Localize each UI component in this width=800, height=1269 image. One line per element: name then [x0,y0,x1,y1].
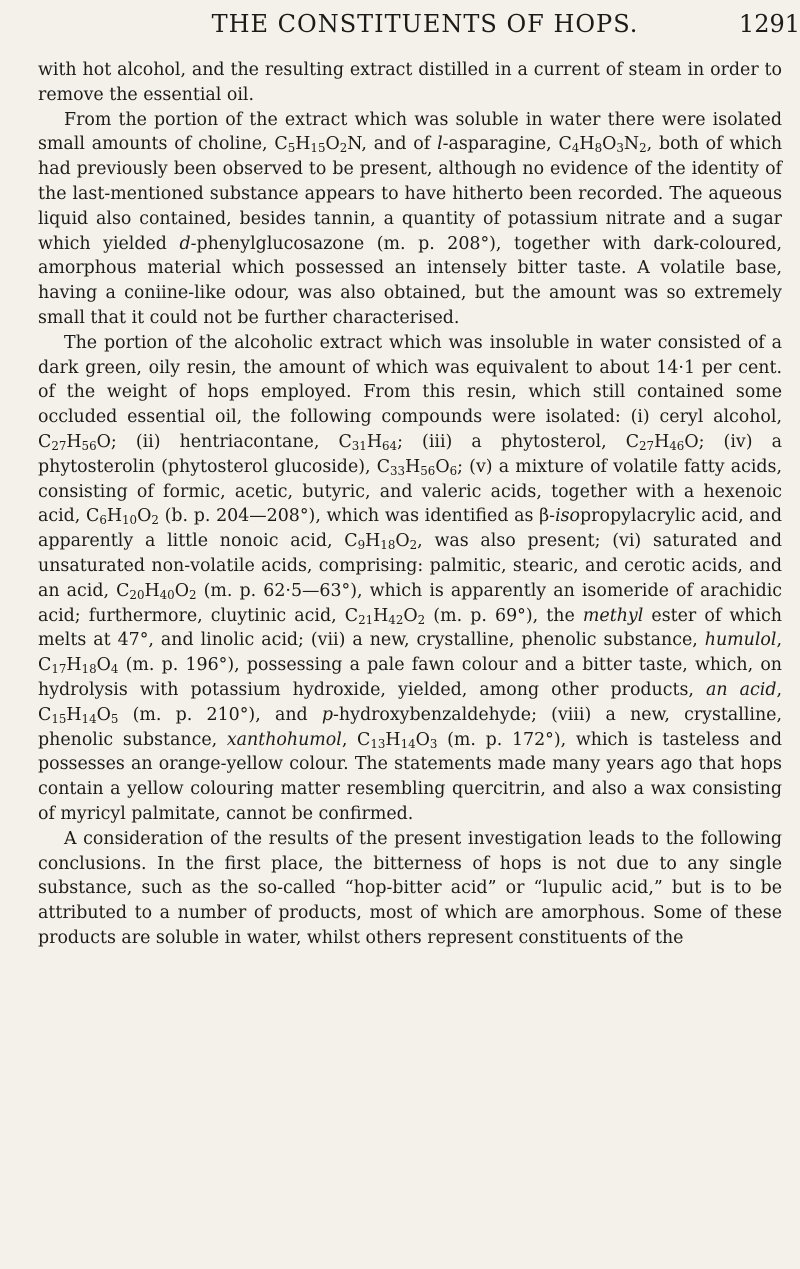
body-text [38,58,782,951]
paragraph: The portion of the alcoholic extract which was insoluble in water consisted of a dark green, oily resin, the amount of which was equivalent to about 14·1 per cent. of the weight of hops employed. From this resin, which still contained some occluded essential oil, the following compounds were isolated: (i) ceryl alcohol, $C_{27}H_{56}O$; (ii) hentriacontane, $C_{31}H_{64}$; (iii) a phytosterol, $C_{27}H_{46}O$; (iv) a phytosterolin (phytosterol glucoside), $C_{33}H_{56}O_6$; (v) a mixture of volatile fatty acids, consisting of formic, acetic, butyric, and valeric acids, together with a hexenoic acid, $C_6H_{10}O_2$ (b. p. 204—208°), which was identified as β-isopropylacrylic acid, and apparently a little nonoic acid, $C_9H_{18}O_2$, was also present; (vi) saturated and unsaturated non-volatile acids, comprising: palmitic, stearic, and cerotic acids, and an acid, $C_{20}H_{40}O_2$ (m. p. 62·5—63°), which is apparently an isomeride of arachidic acid; furthermore, cluytinic acid, $C_{21}H_{42}O_2$ (m. p. 69°), the methyl ester of which melts at 47°, and linolic acid; (vii) a new, crystalline, phenolic substance, humulol, $C_{17}H_{18}O_4$ (m. p. 196°), possessing a pale fawn colour and a bitter taste, which, on hydrolysis with potassium hydroxide, yielded, among other products, an acid, $C_{15}H_{14}O_5$ (m. p. 210°), and p-hydroxybenzaldehyde; (viii) a new, crystalline, phenolic substance, xanthohumol, $C_{13}H_{14}O_3$ (m. p. 172°), which is tasteless and possesses an orange-yellow colour. The statements made many years ago that hops contain a yellow colouring matter resembling quercitrin, and also a wax consisting of myricyl palmitate, cannot be confirmed. [38,332,783,824]
paragraph: A consideration of the results of the present investigation leads to the following conclusions. In the first place, the bitterness of hops is not due to any single substance, such as the so-called “hop-bitter acid” or “lupulic acid,” but is to be attributed to a number of products, most of which are amorphous. Some of these products are soluble in water, whilst others represent constituents of the [38,828,782,948]
page-header [40,6,800,46]
page-number: 1291 [738,10,800,38]
running-title: THE CONSTITUENTS OF HOPS. [211,10,639,38]
paragraph: with hot alcohol, and the resulting extract distilled in a current of steam in order to remove the essential oil. [38,60,782,105]
paragraph: From the portion of the extract which was soluble in water there were isolated small amounts of choline, $C_5H_{15}O_2N$, and of l-asparagine, $C_4H_8O_3N_2$, both of which had previously been observed to be present, although no evidence of the identity of the last-mentioned substance appears to have hitherto been recorded. The aqueous liquid also contained, besides tannin, a quantity of potassium nitrate and a sugar which yielded d-phenylglucosazone (m. p. 208°), together with dark-coloured, amorphous material which possessed an intensely bitter taste. A volatile base, having a coniine-like odour, was also obtained, but the amount was so extremely small that it could not be further characterised. [38,109,783,328]
